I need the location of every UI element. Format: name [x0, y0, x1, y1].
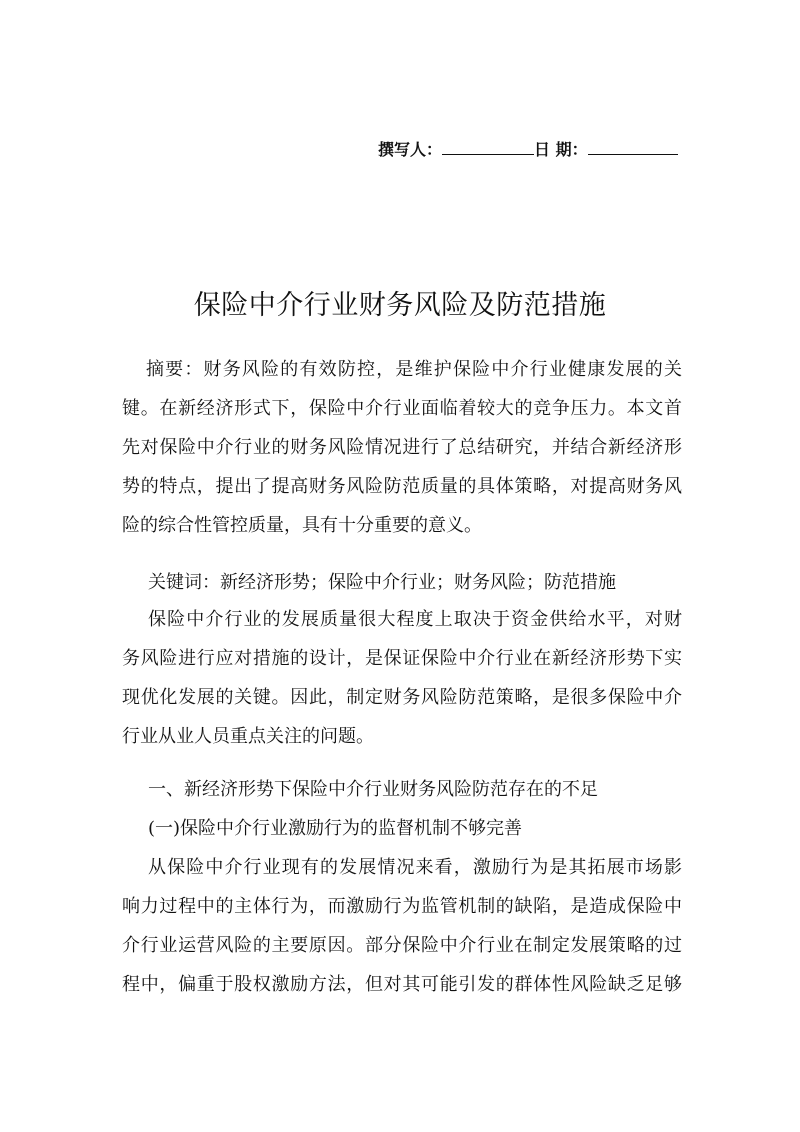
- keywords-paragraph: [122, 563, 682, 602]
- author-date-line: [378, 138, 688, 162]
- subsection-heading: [122, 809, 682, 848]
- body-paragraph: [122, 848, 682, 1004]
- intro-line: 务风险进行应对措施的设计，是保证保险中介行业在新经济形势下实: [122, 648, 682, 669]
- keywords-line: 关键词：新经济形势；保险中介行业；财务风险；防范措施: [148, 572, 616, 593]
- abstract-line: 键。在新经济形式下，保险中介行业面临着较大的竞争压力。本文首: [122, 398, 682, 419]
- abstract-line: 势的特点，提出了提高财务风险防范质量的具体策略，对提高财务风: [122, 476, 682, 497]
- subsection-heading-text: (一)保险中介行业激励行为的监督机制不够完善: [148, 818, 523, 839]
- intro-line: 行业从业人员重点关注的问题。: [122, 726, 374, 747]
- author-blank-field: [442, 138, 534, 155]
- abstract-line: 摘要：财务风险的有效防控，是维护保险中介行业健康发展的关: [146, 359, 682, 380]
- section-heading-text: 一、新经济形势下保险中介行业财务风险防范存在的不足: [148, 779, 598, 800]
- body-line: 响力过程中的主体行为，而激励行为监管机制的缺陷，是造成保险中: [122, 896, 682, 917]
- intro-line: 保险中介行业的发展质量很大程度上取决于资金供给水平，对财: [148, 609, 682, 630]
- author-label: 撰写人：: [378, 140, 443, 159]
- date-blank-field: [588, 138, 678, 155]
- abstract-paragraph: [122, 350, 682, 545]
- date-label: 日 期：: [534, 140, 588, 159]
- intro-paragraph: [122, 600, 682, 756]
- body-line: 从保险中介行业现有的发展情况来看，激励行为是其拓展市场影: [148, 857, 682, 878]
- document-title: 保险中介行业财务风险及防范措施: [193, 290, 607, 321]
- abstract-line: 险的综合性管控质量，具有十分重要的意义。: [122, 515, 482, 536]
- section-heading: [122, 770, 682, 809]
- abstract-line: 先对保险中介行业的财务风险情况进行了总结研究，并结合新经济形: [122, 437, 682, 458]
- body-line: 程中，偏重于股权激励方法，但对其可能引发的群体性风险缺乏足够: [122, 974, 682, 995]
- body-line: 介行业运营风险的主要原因。部分保险中介行业在制定发展策略的过: [122, 935, 682, 956]
- intro-line: 现优化发展的关键。因此，制定财务风险防范策略，是很多保险中介: [122, 687, 682, 708]
